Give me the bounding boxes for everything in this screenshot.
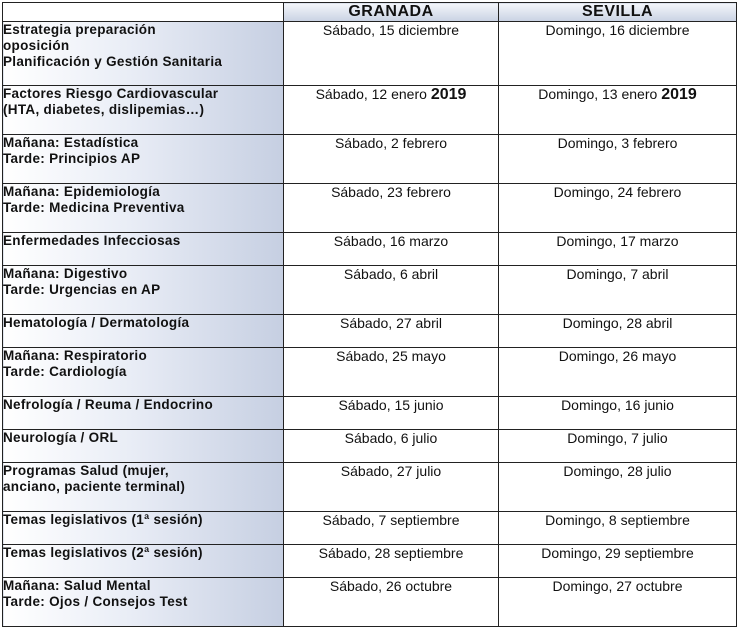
sevilla-date-cell — [499, 184, 737, 233]
sevilla-date-cell — [499, 315, 737, 348]
topic-line: anciano, paciente terminal) — [3, 479, 186, 494]
topic-cell — [3, 397, 284, 430]
sevilla-date: Domingo, 28 julio — [563, 463, 672, 479]
granada-date: Sábado, 15 junio — [338, 397, 444, 413]
sevilla-date-cell — [499, 86, 737, 135]
topic-line: Programas Salud (mujer, — [3, 463, 169, 478]
sevilla-date: Domingo, 16 junio — [561, 397, 674, 413]
table-row — [3, 233, 737, 266]
topic-line: Temas legislativos (1ª sesión) — [3, 512, 203, 527]
granada-date: Sábado, 25 mayo — [336, 348, 446, 364]
topic-cell — [3, 233, 284, 266]
schedule-body — [3, 22, 737, 627]
granada-date-cell — [284, 135, 499, 184]
granada-date-cell — [284, 430, 499, 463]
topic-line: Tarde: Ojos / Consejos Test — [3, 594, 188, 609]
topic-cell — [3, 315, 284, 348]
sevilla-year: 2019 — [661, 86, 697, 103]
sevilla-date-cell — [499, 135, 737, 184]
table-row — [3, 578, 737, 627]
topic-cell — [3, 184, 284, 233]
table-row — [3, 430, 737, 463]
table-row — [3, 22, 737, 86]
table-row — [3, 348, 737, 397]
sevilla-date: Domingo, 29 septiembre — [541, 545, 694, 561]
topic-cell — [3, 578, 284, 627]
topic-line: Tarde: Medicina Preventiva — [3, 200, 185, 215]
granada-date: Sábado, 7 septiembre — [322, 512, 460, 528]
topic-line: Mañana: Digestivo — [3, 266, 128, 281]
table-row — [3, 512, 737, 545]
granada-date: Sábado, 2 febrero — [334, 135, 448, 151]
topic-cell — [3, 135, 284, 184]
topic-line: Neurología / ORL — [3, 430, 119, 445]
header-granada: GRANADA — [284, 3, 499, 22]
sevilla-date: Domingo, 17 marzo — [556, 233, 679, 249]
sevilla-date-cell — [499, 397, 737, 430]
topic-line: Mañana: Respiratorio — [3, 348, 148, 363]
granada-date-cell — [284, 397, 499, 430]
topic-line: Estrategia preparación — [3, 22, 156, 37]
table-row — [3, 86, 737, 135]
granada-date-cell — [284, 233, 499, 266]
sevilla-date: Domingo, 3 febrero — [557, 135, 678, 151]
sevilla-date: Domingo, 24 febrero — [553, 184, 682, 200]
topic-cell — [3, 545, 284, 578]
granada-date-cell — [284, 86, 499, 135]
topic-line: Factores Riesgo Cardiovascular — [3, 86, 219, 101]
table-row — [3, 397, 737, 430]
topic-line: Nefrología / Reuma / Endocrino — [3, 397, 214, 412]
sevilla-date-cell — [499, 545, 737, 578]
granada-year: 2019 — [430, 86, 467, 103]
sevilla-date-cell — [499, 22, 737, 86]
sevilla-date-cell — [499, 512, 737, 545]
granada-date: Sábado, 6 julio — [344, 430, 438, 446]
granada-date-cell — [284, 348, 499, 397]
sevilla-date-cell — [499, 348, 737, 397]
table-row — [3, 184, 737, 233]
topic-line: Mañana: Salud Mental — [3, 578, 151, 593]
topic-line: Mañana: Epidemiología — [3, 184, 161, 199]
sevilla-date-cell — [499, 266, 737, 315]
sevilla-date: Domingo, 16 diciembre — [545, 22, 690, 38]
sevilla-date-cell — [499, 233, 737, 266]
granada-date: Sábado, 27 julio — [340, 463, 442, 479]
topic-cell — [3, 22, 284, 86]
schedule-table — [2, 2, 737, 627]
granada-date: Sábado, 6 abril — [343, 266, 439, 282]
table-row — [3, 315, 737, 348]
table-row — [3, 463, 737, 512]
table-row — [3, 266, 737, 315]
topic-line: Tarde: Principios AP — [3, 151, 141, 166]
granada-date-cell — [284, 512, 499, 545]
granada-date: Sábado, 26 octubre — [329, 578, 453, 594]
sevilla-date: Domingo, 7 abril — [566, 266, 669, 282]
granada-date-cell — [284, 463, 499, 512]
sevilla-date: Domingo, 13 enero — [538, 86, 658, 102]
topic-line: Enfermedades Infecciosas — [3, 233, 181, 248]
topic-line: oposición — [3, 38, 70, 53]
topic-line: Hematología / Dermatología — [3, 315, 190, 330]
sevilla-date: Domingo, 8 septiembre — [545, 512, 690, 528]
granada-date: Sábado, 15 diciembre — [322, 22, 460, 38]
sevilla-date-cell — [499, 430, 737, 463]
granada-date-cell — [284, 315, 499, 348]
topic-cell — [3, 86, 284, 135]
header-row — [3, 3, 737, 22]
topic-cell — [3, 348, 284, 397]
sevilla-date: Domingo, 28 abril — [562, 315, 673, 331]
topic-line: Planificación y Gestión Sanitaria — [3, 54, 223, 69]
sevilla-date-cell — [499, 578, 737, 627]
header-sevilla: SEVILLA — [499, 3, 737, 22]
topic-line: (HTA, diabetes, dislipemias…) — [3, 102, 205, 117]
granada-date: Sábado, 23 febrero — [331, 184, 451, 200]
sevilla-date-cell — [499, 463, 737, 512]
topic-cell — [3, 463, 284, 512]
granada-date: Sábado, 27 abril — [340, 315, 442, 331]
granada-date-cell — [284, 545, 499, 578]
topic-line: Temas legislativos (2ª sesión) — [3, 545, 203, 560]
topic-line: Mañana: Estadística — [3, 135, 139, 150]
topic-line: Tarde: Urgencias en AP — [3, 282, 161, 297]
granada-date: Sábado, 12 enero — [315, 86, 427, 102]
granada-date: Sábado, 28 septiembre — [318, 545, 464, 561]
table-row — [3, 135, 737, 184]
header-blank-cell — [3, 3, 284, 22]
sevilla-date: Domingo, 26 mayo — [558, 348, 677, 364]
topic-cell — [3, 266, 284, 315]
sevilla-date: Domingo, 7 julio — [567, 430, 668, 446]
topic-cell — [3, 512, 284, 545]
granada-date-cell — [284, 184, 499, 233]
granada-date: Sábado, 16 marzo — [333, 233, 449, 249]
granada-date-cell — [284, 22, 499, 86]
topic-cell — [3, 430, 284, 463]
granada-date-cell — [284, 266, 499, 315]
sevilla-date: Domingo, 27 octubre — [552, 578, 683, 594]
topic-line: Tarde: Cardiología — [3, 364, 127, 379]
granada-date-cell — [284, 578, 499, 627]
table-row — [3, 545, 737, 578]
